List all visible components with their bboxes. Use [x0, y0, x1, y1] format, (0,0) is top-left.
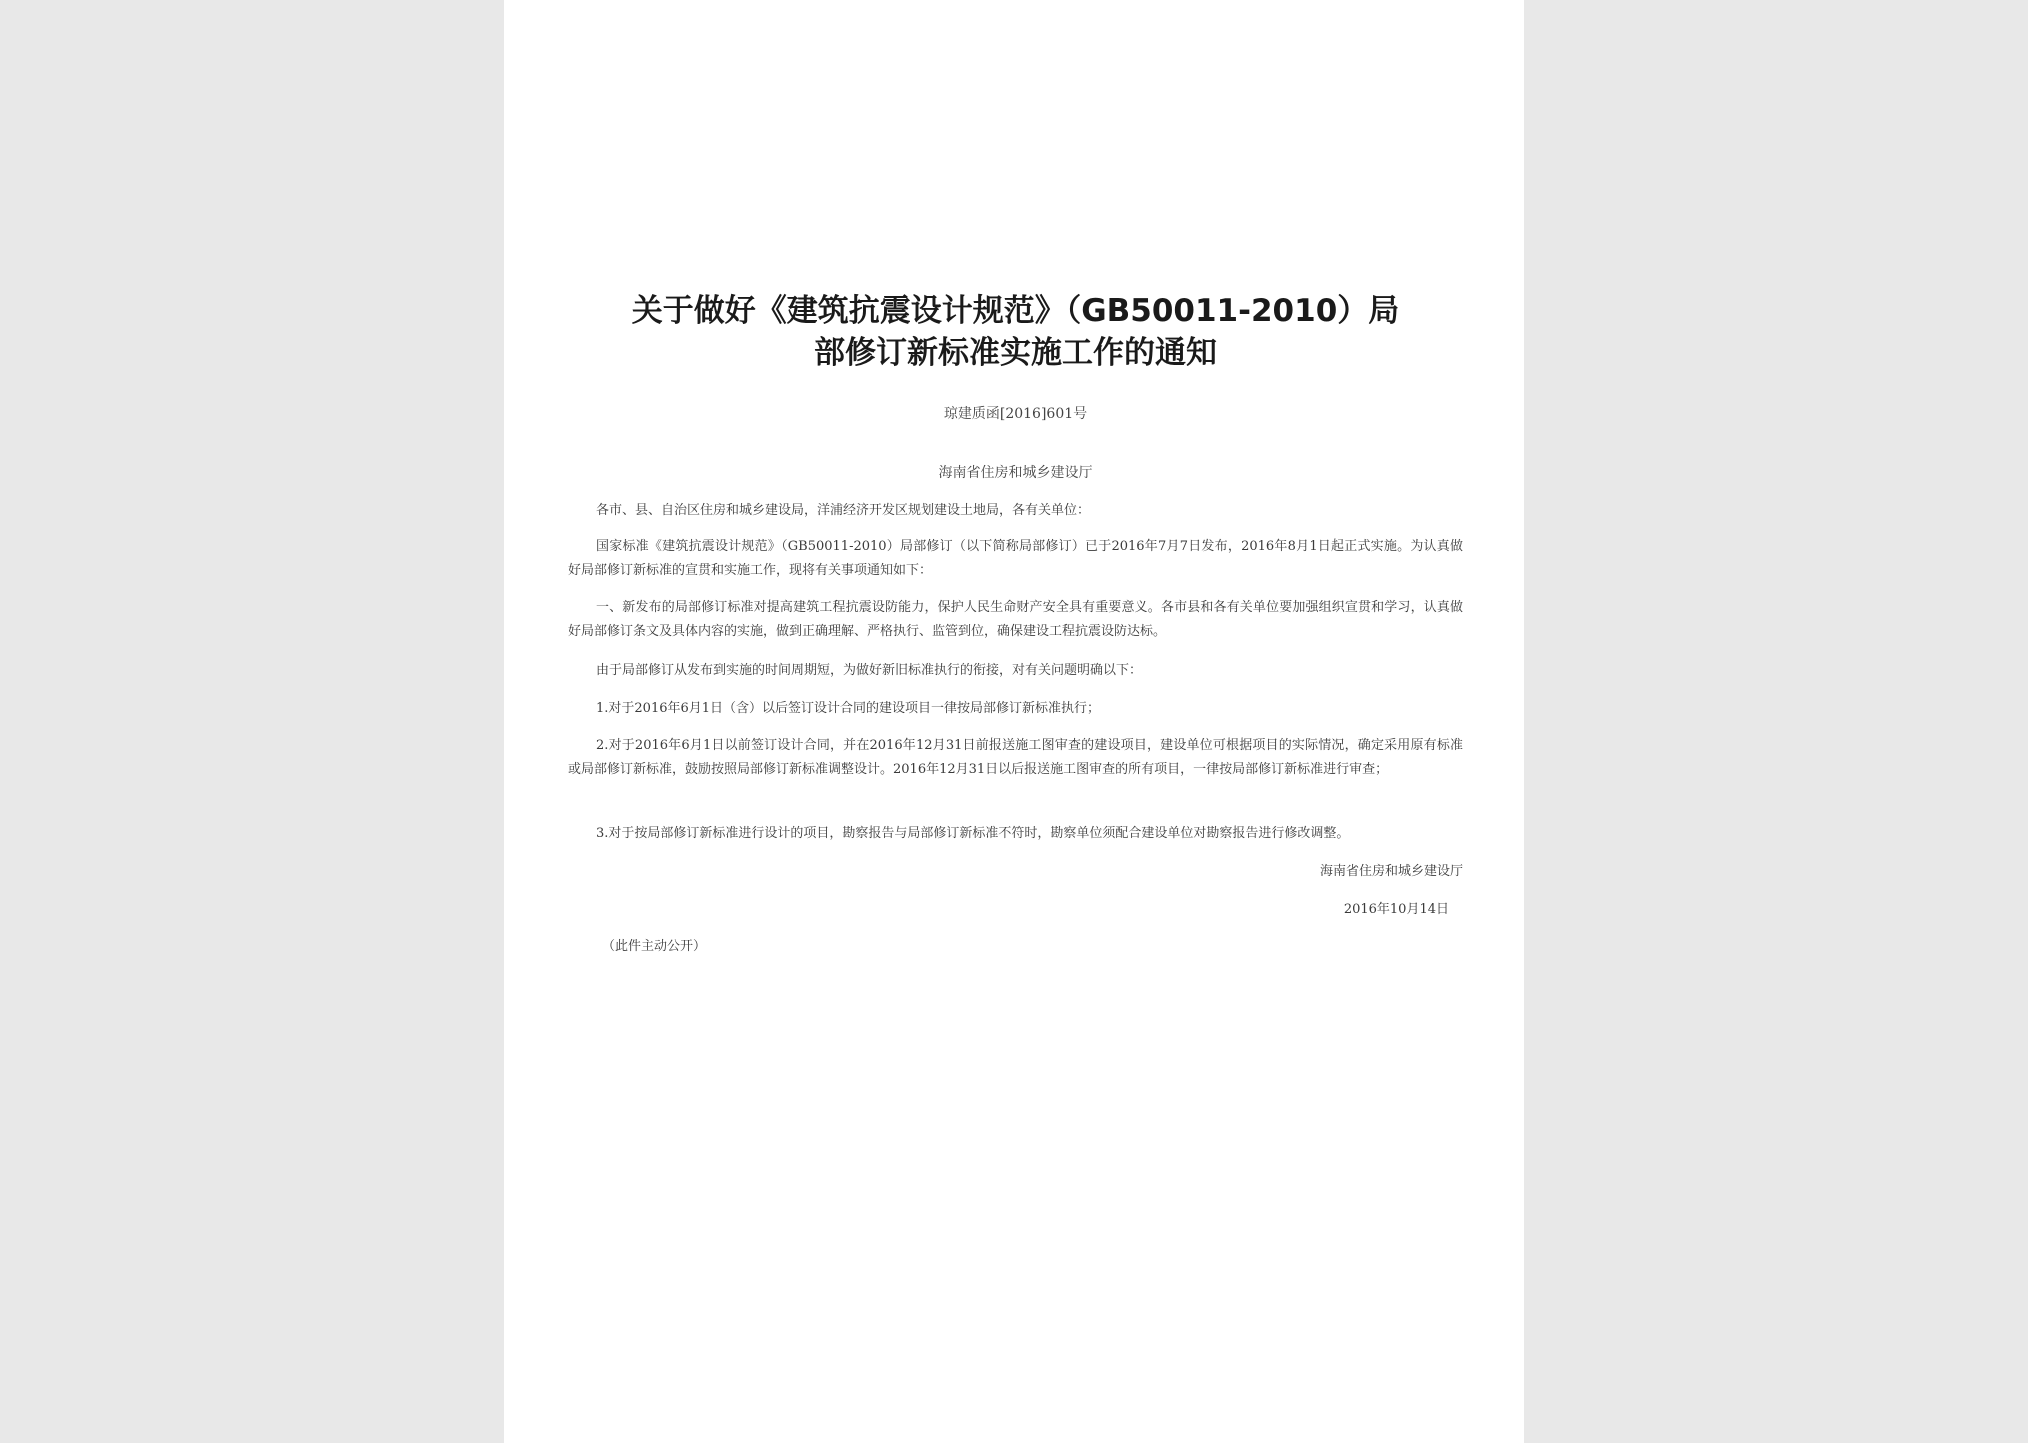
rule-one-paragraph: 1.对于2016年6月1日（含）以后签订设计合同的建设项目一律按局部修订新标准执行；	[596, 701, 1101, 716]
document-title	[568, 290, 1463, 374]
item-one-paragraph: 一、新发布的局部修订标准对提高建筑工程抗震设防能力，保护人民生命财产安全具有重要意义。各市县和各有关单位要加强组织宣贯和学习，认真做好局部修订条文及具体内容的实施，做到正确理解、严格执行、监管到位，确保建设工程抗震设防达标。	[568, 600, 1463, 639]
salutation-paragraph: 各市、县、自治区住房和城乡建设局，洋浦经济开发区规划建设土地局，各有关单位：	[596, 503, 1091, 518]
transition-paragraph: 由于局部修订从发布到实施的时间周期短，为做好新旧标准执行的衔接，对有关问题明确以下：	[596, 663, 1143, 678]
signature-issuer: 海南省住房和城乡建设厅	[1319, 864, 1463, 879]
rule-two-paragraph: 2.对于2016年6月1日以前签订设计合同，并在2016年12月31日前报送施工图审查的建设项目，建设单位可根据项目的实际情况，确定采用原有标准或局部修订新标准，鼓励按照局部修订新标准调整设计。2016年12月31日以后报送施工图审查的所有项目，一律按局部修订新标准进行审查；	[568, 738, 1463, 777]
disclosure-note: （此件主动公开）	[602, 939, 707, 954]
document-page	[504, 0, 1524, 1443]
intro-paragraph: 国家标准《建筑抗震设计规范》（GB50011-2010）局部修订（以下简称局部修订）已于2016年7月7日发布，2016年8月1日起正式实施。为认真做好局部修订新标准的宣贯和实施工作，现将有关事项通知如下：	[568, 539, 1463, 578]
issuer-name: 海南省住房和城乡建设厅	[938, 465, 1093, 481]
signature-date: 2016年10月14日	[1343, 902, 1449, 917]
rule-three-paragraph: 3.对于按局部修订新标准进行设计的项目，勘察报告与局部修订新标准不符时，勘察单位须配合建设单位对勘察报告进行修改调整。	[596, 826, 1350, 841]
document-number: 琼建质函[2016]601号	[943, 406, 1088, 422]
title-line-2: 部修订新标准实施工作的通知	[814, 335, 1217, 371]
title-line-1: 关于做好《建筑抗震设计规范》（GB50011-2010）局	[631, 293, 1400, 329]
